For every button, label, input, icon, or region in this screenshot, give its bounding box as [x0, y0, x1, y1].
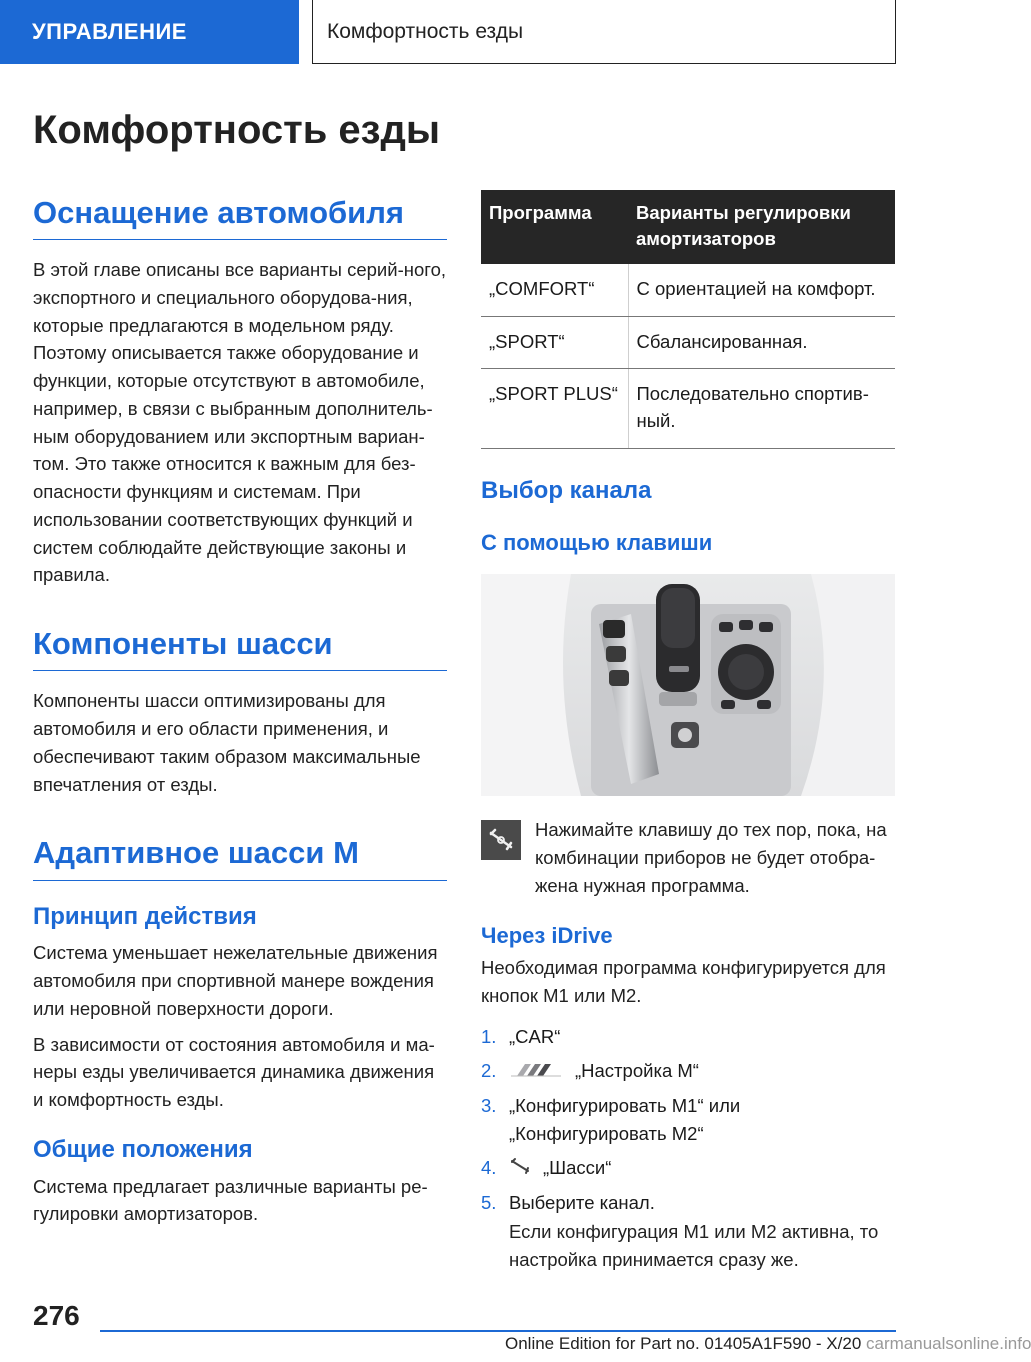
equipment-text: В этой главе описаны все варианты серий-ного, экспортного и специального оборудова-ния, которые предлагаются в модельном ряду. Поэтому описывается также оборудование и функции, которые отсутствуют в автомобиле, например, в связи с выбранным дополнитель-ным оборудованием или экспортным вариан-том. Это также относится к важным для без-опасности функциям и системам. При использовании соответствующих функций и систем соблюдайте действующие законы и правила.: [33, 259, 447, 586]
principle-text-2: В зависимости от состояния автомобиля и ма-неры езды увеличивается динамика движения и комфортность езды.: [33, 1033, 435, 1111]
table-cell-variant: Последовательно спортив-ный.: [628, 369, 895, 449]
chapter-title: Комфортность езды: [327, 19, 524, 43]
table-cell-program: „SPORT PLUS“: [481, 369, 628, 449]
step-text: „Конфигурировать M1“ или „Конфигурировать M2“: [509, 1095, 741, 1144]
page-title: Комфортность езды: [33, 108, 441, 152]
list-item: [481, 1092, 895, 1148]
idrive-text: Необходимая программа конфигурируется для кнопок M1 или M2.: [481, 956, 886, 1006]
step-number: 1.: [481, 1026, 497, 1048]
step-text: „Настройка M“: [575, 1060, 699, 1082]
chassis-icon: [509, 1155, 531, 1183]
step-number: 3.: [481, 1095, 497, 1117]
heading-via-idrive: Через iDrive: [481, 923, 613, 949]
step-text: „Шасси“: [543, 1156, 612, 1178]
damper-program-table: [481, 190, 895, 449]
heading-chassis: Компоненты шасси: [33, 625, 447, 671]
table-row: [481, 316, 895, 369]
step-number: 2.: [481, 1060, 497, 1082]
page-number: 276: [33, 1300, 80, 1331]
left-column: [33, 190, 447, 1228]
list-item: [481, 1057, 895, 1086]
chapter-title-box: [312, 0, 896, 64]
table-cell-program: „SPORT“: [481, 316, 628, 369]
m-stripes-icon: [509, 1058, 563, 1086]
button-text: Нажимайте клавишу до тех пор, пока, на комбинации приборов не будет отобра-жена нужная программа.: [535, 819, 887, 896]
table-header-variants: Варианты регулировки амортизаторов: [628, 190, 895, 264]
heading-equipment: Оснащение автомобиля: [33, 194, 447, 240]
edition-text: Online Edition for Part no. 01405A1F590 - X/20: [505, 1334, 862, 1353]
list-item: [481, 1154, 895, 1183]
principle-text-1: Система уменьшает нежелательные движения автомобиля при спортивной манере вождения или неровной поверхности дороги.: [33, 942, 438, 1019]
heading-principle: Принцип действия: [33, 902, 257, 930]
table-cell-variant: С ориентацией на комфорт.: [628, 264, 895, 316]
step-5-note: Если конфигурация M1 или M2 активна, то настройка принимается сразу же.: [509, 1221, 879, 1271]
general-text: Система предлагает различные варианты ре-гулировки амортизаторов.: [33, 1175, 428, 1225]
step-number: 4.: [481, 1156, 497, 1178]
table-header-program: Программа: [481, 190, 628, 264]
table-header-row: [481, 190, 895, 264]
heading-via-button: С помощью клавиши: [481, 529, 713, 555]
center-console-illustration: [481, 574, 895, 796]
right-column: [481, 190, 895, 1274]
button-instruction: [481, 816, 895, 899]
chassis-button-icon: [481, 820, 521, 860]
table-row: [481, 264, 895, 316]
watermark: carmanualsonline.info: [866, 1334, 1031, 1353]
center-console-photo: [481, 574, 895, 796]
table-row: [481, 369, 895, 449]
table-cell-program: „COMFORT“: [481, 264, 628, 316]
section-tab: УПРАВЛЕНИЕ: [0, 0, 299, 64]
heading-general: Общие положения: [33, 1135, 253, 1163]
footer-rule: [100, 1330, 896, 1332]
heading-adaptive-chassis: Адаптивное шасси M: [33, 834, 447, 880]
list-item: [481, 1023, 895, 1051]
step-text: „CAR“: [509, 1026, 561, 1048]
footer-edition: [505, 1334, 1031, 1354]
step-number: 5.: [481, 1191, 497, 1213]
list-item: [481, 1189, 895, 1217]
heading-channel-select: Выбор канала: [481, 477, 652, 505]
chassis-text: Компоненты шасси оптимизированы для автомобиля и его области применения, и обеспечивают таким образом максимальные впечатления от езды.: [33, 690, 421, 795]
table-cell-variant: Сбалансированная.: [628, 316, 895, 369]
step-text: Выберите канал.: [509, 1191, 655, 1213]
idrive-steps: [481, 1023, 895, 1216]
